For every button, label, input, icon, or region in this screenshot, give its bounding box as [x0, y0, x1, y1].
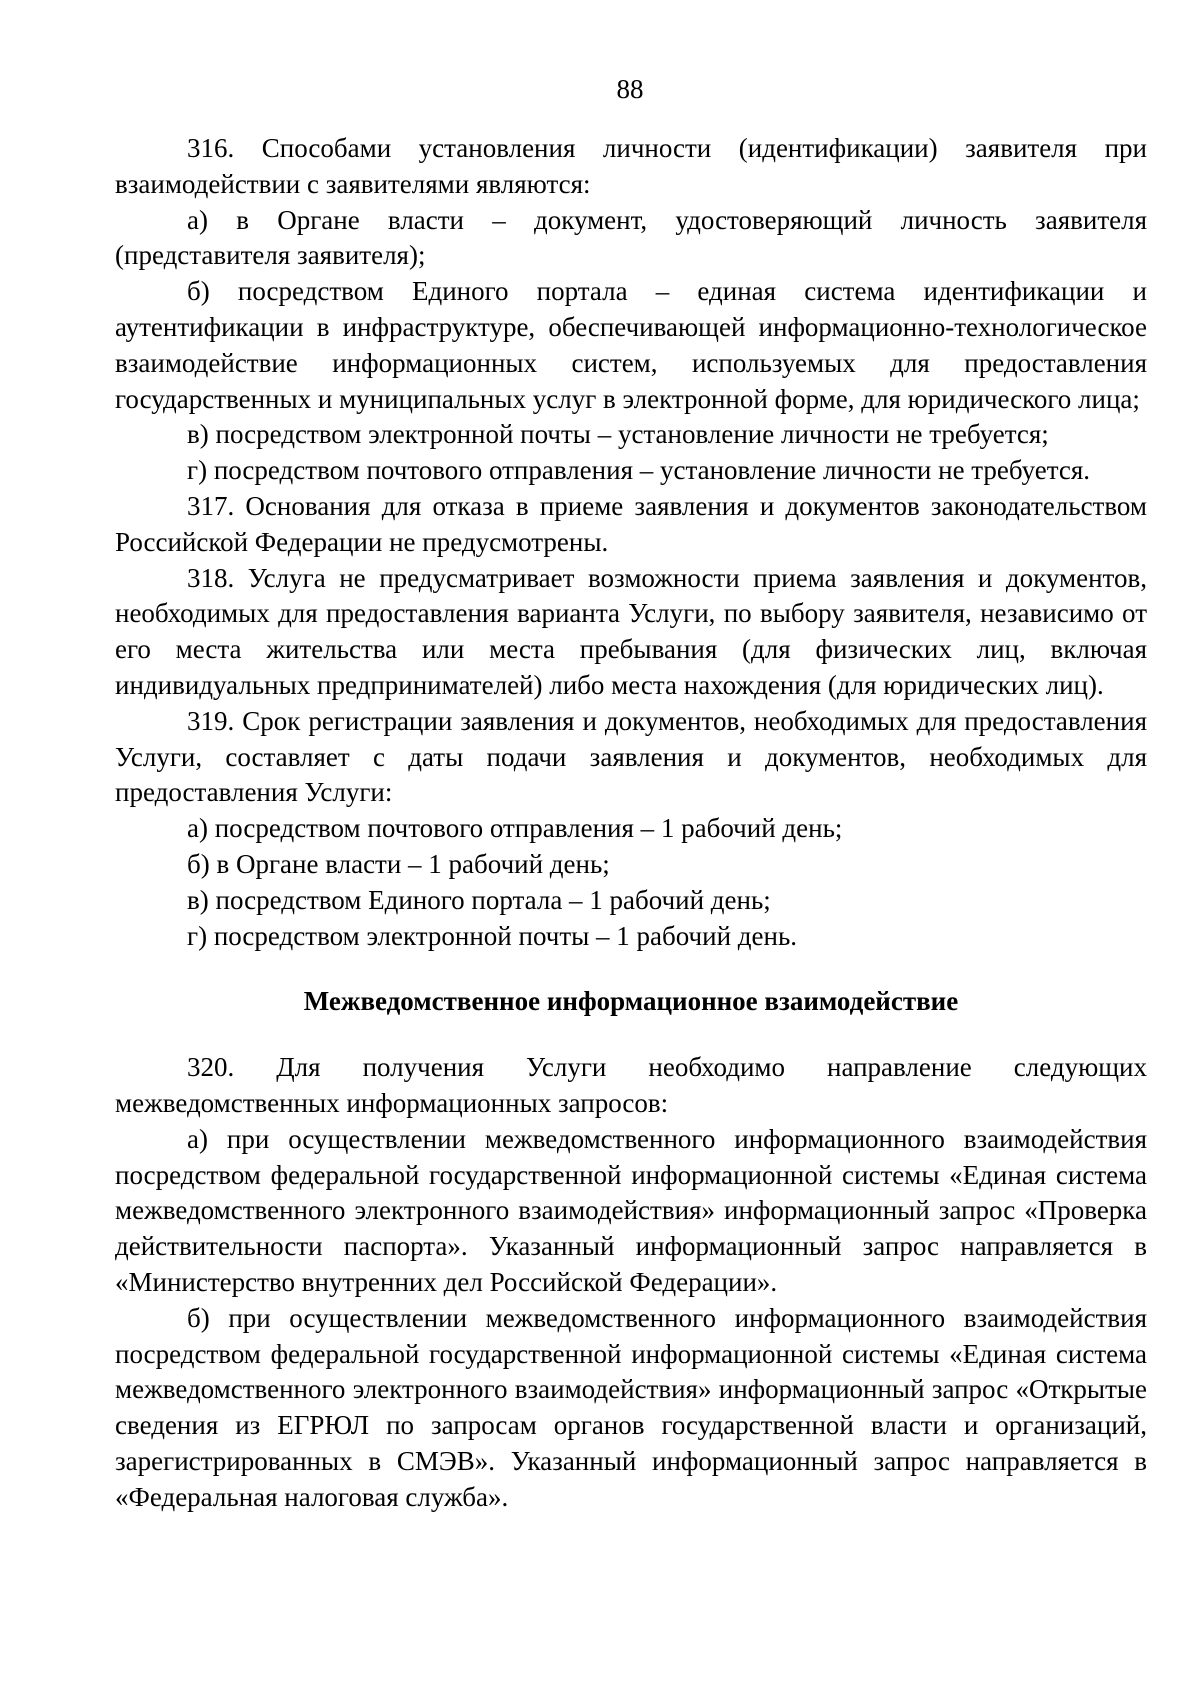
paragraph-316-a: а) в Органе власти – документ, удостоверяющий личность заявителя (представителя заявителя);	[115, 204, 1147, 271]
paragraph-317: 317. Основания для отказа в приеме заявления и документов законодательством Российской Федерации не предусмотрены.	[115, 490, 1147, 557]
paragraph-320-a: а) при осуществлении межведомственного информационного взаимодействия посредством федеральной государственной информационной системы «Единая система межведомственного электронного взаимодействия» информационный запрос «Проверка действительности паспорта». Указанный информационный запрос направляется в «Министерство внутренних дел Российской Федерации».	[115, 1123, 1147, 1297]
paragraph-316-v: в) посредством электронной почты – установление личности не требуется;	[187, 419, 1049, 450]
paragraph-316: 316. Способами установления личности (идентификации) заявителя при взаимодействии с заявителями являются:	[115, 133, 1147, 199]
paragraph-318: 318. Услуга не предусматривает возможности приема заявления и документов, необходимых для предоставления варианта Услуги, по выбору заявителя, независимо от его места жительства или места пребывания (для физических лиц, включая индивидуальных предпринимателей) либо места нахождения (для юридических лиц).	[115, 562, 1147, 700]
paragraph-319-g: г) посредством электронной почты – 1 рабочий день.	[187, 920, 798, 951]
paragraph-319: 319. Срок регистрации заявления и документов, необходимых для предоставления Услуги, составляет с даты подачи заявления и документов, необходимых для предоставления Услуги:	[115, 705, 1147, 808]
paragraph-316-g: г) посредством почтового отправления – установление личности не требуется.	[187, 455, 1091, 486]
page-number: 88	[616, 74, 644, 104]
section-heading: Межведомственное информационное взаимодействие	[303, 986, 959, 1017]
paragraph-319-a: а) посредством почтового отправления – 1 рабочий день;	[187, 813, 843, 844]
paragraph-316-b: б) посредством Единого портала – единая система идентификации и аутентификации в инфраструктуре, обеспечивающей информационно-технологическое взаимодействие информационных систем, используемых для предоставления государственных и муниципальных услуг в электронной форме, для юридического лица;	[115, 276, 1147, 414]
paragraph-320-b: б) при осуществлении межведомственного информационного взаимодействия посредством федеральной государственной информационной системы «Единая система межведомственного электронного взаимодействия» информационный запрос «Открытые сведения из ЕГРЮЛ по запросам органов государственной власти и организаций, зарегистрированных в СМЭВ». Указанный информационный запрос направляется в «Федеральная налоговая служба».	[115, 1302, 1147, 1512]
document-body	[115, 131, 1147, 1515]
paragraph-319-b: б) в Органе власти – 1 рабочий день;	[187, 848, 610, 879]
paragraph-320: 320. Для получения Услуги необходимо направление следующих межведомственных информационных запросов:	[115, 1052, 1147, 1118]
paragraph-319-v: в) посредством Единого портала – 1 рабочий день;	[187, 884, 771, 915]
